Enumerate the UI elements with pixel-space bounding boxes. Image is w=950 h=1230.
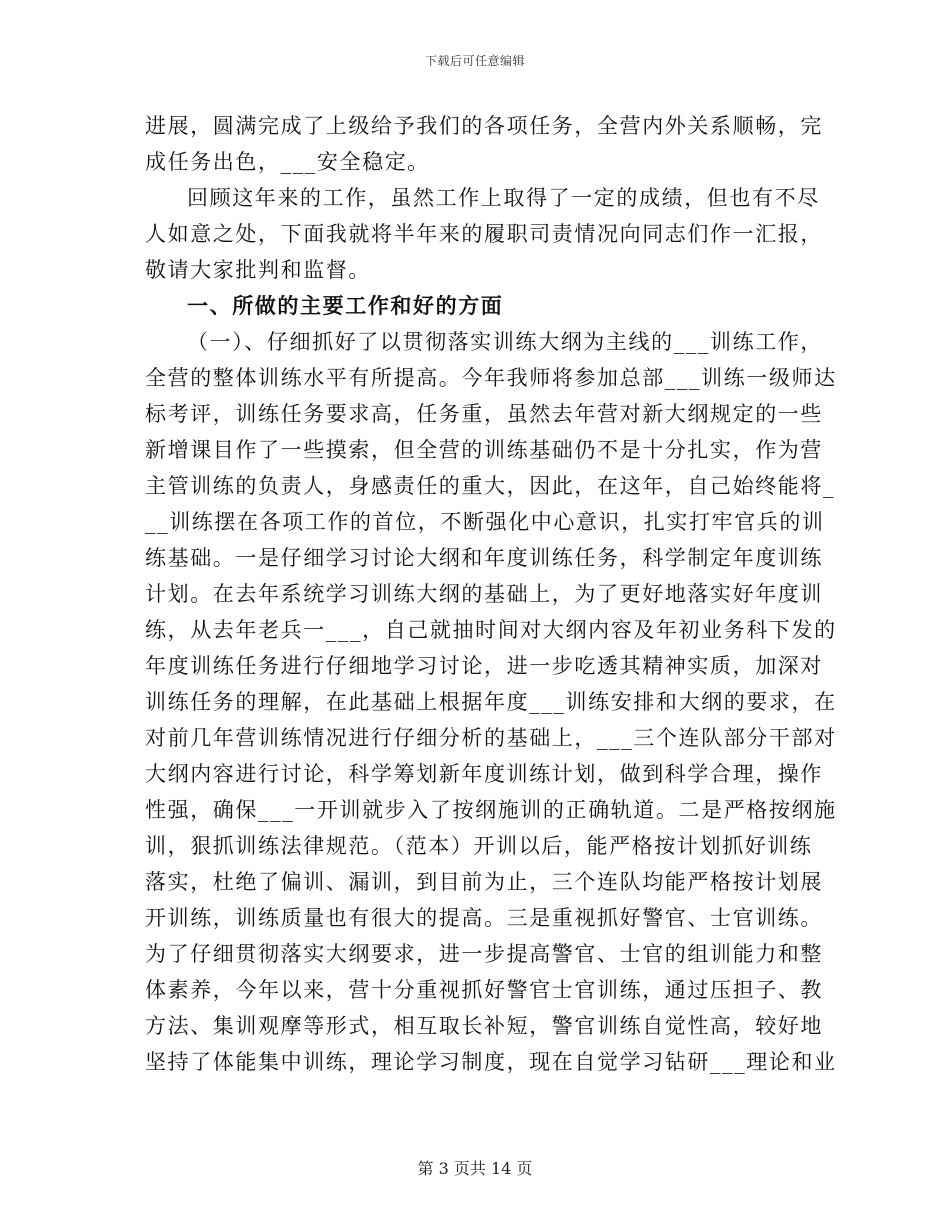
text-line: 落实，杜绝了偏训、漏训，到目前为止，三个连队均能严格按计划展: [145, 870, 823, 894]
text-line: 人如意之处，下面我就将半年来的履职司责情况向同志们作一汇报，: [145, 222, 823, 246]
text-line: 训，狠抓训练法律规范。（范本）开训以后，能严格按计划抓好训练: [145, 834, 813, 858]
text-line: __训练摆在各项工作的首位，不断强化中心意识，扎实打牢官兵的训: [145, 510, 825, 534]
text-line: 标考评，训练任务要求高，任务重，虽然去年营对新大纲规定的一些: [145, 402, 823, 426]
text-line: 训练任务的理解，在此基础上根据年度___训练安排和大纲的要求，在: [145, 690, 837, 714]
text-line: 主管训练的负责人，身感责任的重大，因此，在这年，自己始终能将_: [145, 474, 836, 498]
text-line: 坚持了体能集中训练，理论学习制度，现在自觉学习钻研___理论和业: [145, 1050, 837, 1074]
text-line: 成任务出色，___安全稳定。: [145, 150, 430, 174]
text-line: 练，从去年老兵一___，自己就抽时间对大纲内容及年初业务科下发的: [145, 618, 837, 642]
text-line: 大纲内容进行讨论，科学筹划新年度训练计划，做到科学合理，操作: [145, 762, 823, 786]
text-line: 对前几年营训练情况进行仔细分析的基础上，___三个连队部分干部对: [145, 726, 837, 750]
page-header: 下载后可任意编辑: [424, 54, 525, 68]
document-body: [145, 108, 837, 1080]
text-line: 进展，圆满完成了上级给予我们的各项任务，全营内外关系顺畅，完: [145, 114, 823, 138]
section-heading: 一、所做的主要工作和好的方面: [187, 293, 504, 318]
text-line: 开训练，训练质量也有很大的提高。三是重视抓好警官、士官训练。: [145, 906, 823, 930]
text-line: 年度训练任务进行仔细地学习讨论，进一步吃透其精神实质，加深对: [145, 654, 823, 678]
text-line: 为了仔细贯彻落实大纲要求，进一步提高警官、士官的组训能力和整: [145, 942, 823, 966]
page-number: 第 3 页共 14 页: [417, 1159, 533, 1178]
text-line: （一）、仔细抓好了以贯彻落实训练大纲为主线的___训练工作，: [187, 330, 823, 354]
text-line: 性强，确保___一开训就步入了按纲施训的正确轨道。二是严格按纲施: [145, 798, 837, 822]
text-line: 新增课目作了一些摸索，但全营的训练基础仍不是十分扎实，作为营: [145, 438, 823, 462]
text-line: 回顾这年来的工作，虽然工作上取得了一定的成绩，但也有不尽: [187, 186, 820, 210]
text-line: 体素养，今年以来，营十分重视抓好警官士官训练，通过压担子、教: [145, 978, 823, 1002]
text-line: 敬请大家批判和监督。: [145, 258, 371, 282]
text-line: 练基础。一是仔细学习讨论大纲和年度训练任务，科学制定年度训练: [145, 546, 823, 570]
text-line: 全营的整体训练水平有所提高。今年我师将参加总部___训练一级师达: [145, 366, 837, 390]
text-line: 方法、集训观摩等形式，相互取长补短，警官训练自觉性高，较好地: [145, 1014, 823, 1038]
text-line: 计划。在去年系统学习训练大纲的基础上，为了更好地落实好年度训: [145, 582, 823, 606]
